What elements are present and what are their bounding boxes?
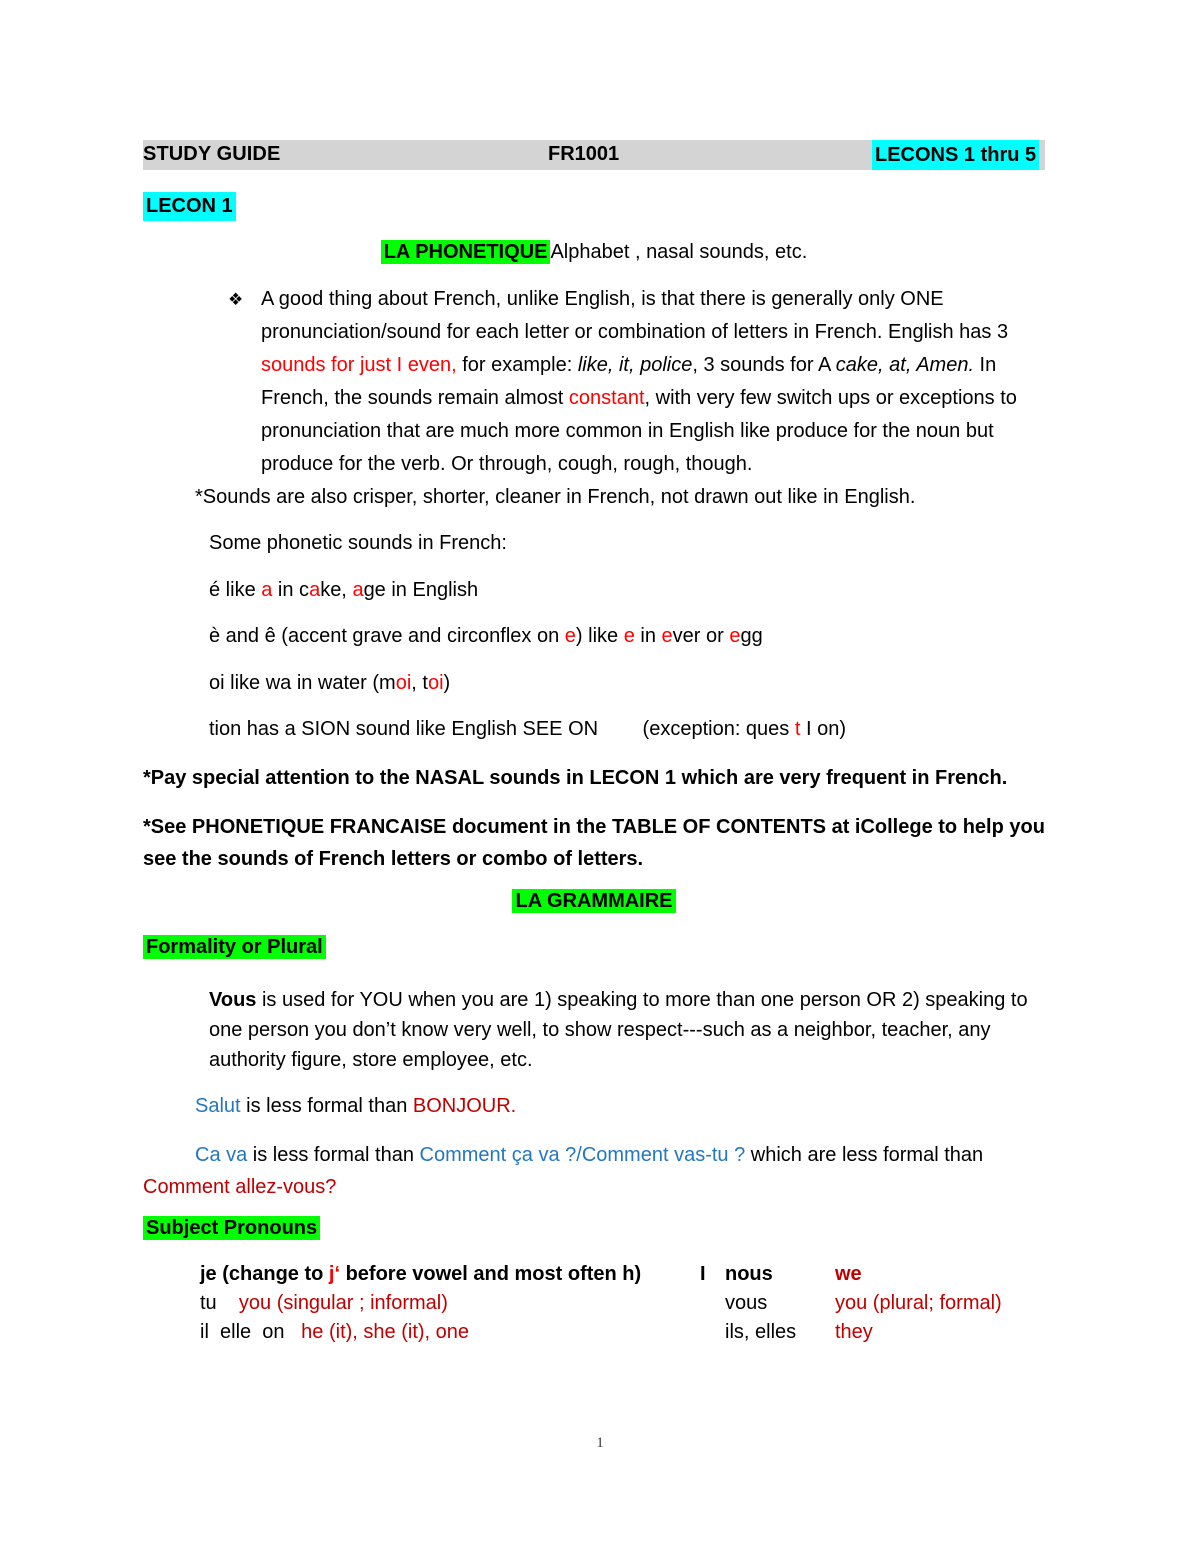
- bullet-text-part4: In French, the sounds remain almost: [261, 354, 997, 409]
- pronoun-mid-cell: nous: [725, 1263, 773, 1285]
- cava-formality-line: [143, 1139, 1053, 1203]
- page-number: 1: [596, 1435, 604, 1451]
- sound-eg-red1: e: [564, 625, 576, 647]
- bullet-paragraph-text: [261, 283, 1048, 481]
- phonetique-bullet-paragraph: [228, 283, 1048, 481]
- pronoun-left-cell: [200, 1321, 469, 1344]
- sound-line-e-accent: [209, 577, 1069, 604]
- sound-tion-c: I on): [800, 718, 847, 740]
- table-row: [200, 1292, 1060, 1321]
- formality-heading: Formality or Plural: [143, 935, 326, 959]
- phonetique-subtitle: Alphabet , nasal sounds, etc.: [550, 241, 808, 263]
- sound-tion-red1: t: [794, 718, 801, 740]
- sound-tion-gap: [598, 718, 642, 740]
- cava-mid2-text: which are less formal than: [745, 1144, 984, 1166]
- note-phonetique-francaise: *See PHONETIQUE FRANCAISE document in the TABLE OF CONTENTS at iCollege to help you see the sounds of French letters or combo of letters.: [143, 816, 1045, 870]
- sound-oi-red2: oi: [427, 672, 444, 694]
- sound-e-d: ge in English: [363, 579, 479, 601]
- bullet-text-part2: for example:: [456, 354, 578, 376]
- header-right-label: LECONS 1 thru 5: [872, 140, 1039, 170]
- diamond-bullet-icon: ❖: [228, 290, 244, 309]
- formality-vous-paragraph: [209, 985, 1059, 1075]
- header-center-label: FR1001: [548, 143, 620, 165]
- sound-eg-red2: e: [623, 625, 635, 647]
- table-row: [200, 1321, 1060, 1350]
- pronoun-il-elle-on-translation: he (it), she (it), one: [301, 1321, 470, 1343]
- note-nasal-sounds: *Pay special attention to the NASAL sounds in LECON 1 which are very frequent in French.: [143, 767, 1008, 789]
- bullet-italic-like-it-police: like, it, police: [577, 354, 693, 376]
- table-row: [200, 1263, 1060, 1292]
- pronoun-left-cell: [200, 1263, 641, 1286]
- sound-e-c: ke,: [320, 579, 353, 601]
- pronoun-mid-cell: vous: [725, 1292, 768, 1314]
- sound-eg-e: gg: [740, 625, 763, 647]
- pronoun-right-cell: they: [835, 1321, 873, 1343]
- pronoun-mid-cell: ils, elles: [725, 1321, 797, 1343]
- bullet-red-constant: constant: [568, 387, 645, 409]
- sound-tion-b: (exception: ques: [642, 718, 795, 740]
- sound-e-red3: a: [352, 579, 364, 601]
- sound-eg-d: ver or: [672, 625, 730, 647]
- bullet-italic-cake-at-amen: cake, at, Amen.: [835, 354, 974, 376]
- bullet-text-part3: , 3 sounds for A: [692, 354, 836, 376]
- bonjour-red-word: BONJOUR.: [412, 1095, 517, 1117]
- pronoun-il-elle-on-text: il elle on: [200, 1321, 302, 1343]
- sound-line-oi: [209, 670, 1069, 697]
- formality-heading-line: [143, 934, 326, 961]
- sound-oi-red1: oi: [395, 672, 412, 694]
- sound-line-tion: [209, 716, 1069, 743]
- pronoun-je-english: I: [700, 1263, 706, 1285]
- subject-pronouns-heading: Subject Pronouns: [143, 1216, 320, 1240]
- pronoun-right-cell: we: [835, 1263, 862, 1285]
- sound-oi-b: , t: [411, 672, 428, 694]
- pronoun-tu-text-a: tu: [200, 1292, 239, 1314]
- sound-eg-a: è and ê (accent grave and circonflex on: [209, 625, 565, 647]
- sound-oi-c: ): [443, 672, 451, 694]
- lecon-heading: LECON 1: [143, 192, 236, 221]
- salut-formality-line: [195, 1093, 1055, 1120]
- document-header-bar: [143, 140, 1045, 170]
- sound-line-e-grave: [209, 623, 1069, 650]
- pronoun-je-apostrophe: j‘: [328, 1263, 341, 1285]
- sound-eg-red4: e: [729, 625, 741, 647]
- sound-e-red1: a: [261, 579, 273, 601]
- sound-e-b: in c: [272, 579, 310, 601]
- sound-eg-b: ) like: [575, 625, 624, 647]
- sound-eg-c: in: [634, 625, 662, 647]
- sound-oi-a: oi like wa in water (m: [209, 672, 396, 694]
- note-sounds-crisper: *Sounds are also crisper, shorter, cleaner in French, not drawn out like in English.: [195, 486, 916, 508]
- sound-e-a: é like: [209, 579, 262, 601]
- grammaire-title: LA GRAMMAIRE: [512, 889, 675, 913]
- vous-rest-text: is used for YOU when you are 1) speaking to more than one person OR 2) speaking to one person you don’t know very well, to show respect---such as a neighbor, teacher, any authority figure, store employee, etc.: [209, 989, 1028, 1071]
- pronoun-left-cell: [200, 1292, 448, 1315]
- cava-blue-word: Ca va: [195, 1144, 248, 1166]
- subject-pronouns-heading-line: [143, 1215, 320, 1242]
- pronoun-tu-translation: you (singular ; informal): [238, 1292, 448, 1314]
- subject-pronouns-table: [200, 1263, 1060, 1350]
- cava-mid1-text: is less formal than: [247, 1144, 420, 1166]
- bullet-text-part1: A good thing about French, unlike English, is that there is generally only ONE pronunciation/sound for each letter or combination of letters in French. English has 3: [261, 288, 1009, 343]
- some-phonetic-sounds-label: Some phonetic sounds in French:: [209, 532, 507, 554]
- comment-cava-blue-phrase: Comment ça va ?/Comment vas-tu ?: [419, 1144, 746, 1166]
- salut-mid-text: is less formal than: [240, 1095, 413, 1117]
- salut-blue-word: Salut: [195, 1095, 241, 1117]
- sound-e-red2: a: [309, 579, 321, 601]
- pronoun-right-cell: you (plural; formal): [835, 1292, 1002, 1314]
- bullet-red-sounds: sounds for just I even,: [261, 354, 457, 376]
- comment-allez-vous-red-phrase: Comment allez-vous?: [143, 1176, 337, 1198]
- grammaire-heading-line: [143, 888, 1045, 915]
- phonetique-title: LA PHONETIQUE: [381, 240, 551, 264]
- pronoun-je-text-a: je (change to: [200, 1263, 329, 1285]
- header-left-label: STUDY GUIDE: [143, 143, 281, 165]
- sound-eg-red3: e: [661, 625, 673, 647]
- bullet-text-part5: , with very few switch ups or exceptions to pronunciation that are much more common in English like produce for the noun but produce for the verb. Or through, cough, rough, though.: [261, 387, 1017, 475]
- phonetique-heading-line: [143, 238, 1045, 266]
- vous-bold-word: Vous: [209, 989, 257, 1011]
- sound-tion-a: tion has a SION sound like English SEE ON: [209, 718, 599, 740]
- pronoun-je-text-b: before vowel and most often h): [340, 1263, 642, 1285]
